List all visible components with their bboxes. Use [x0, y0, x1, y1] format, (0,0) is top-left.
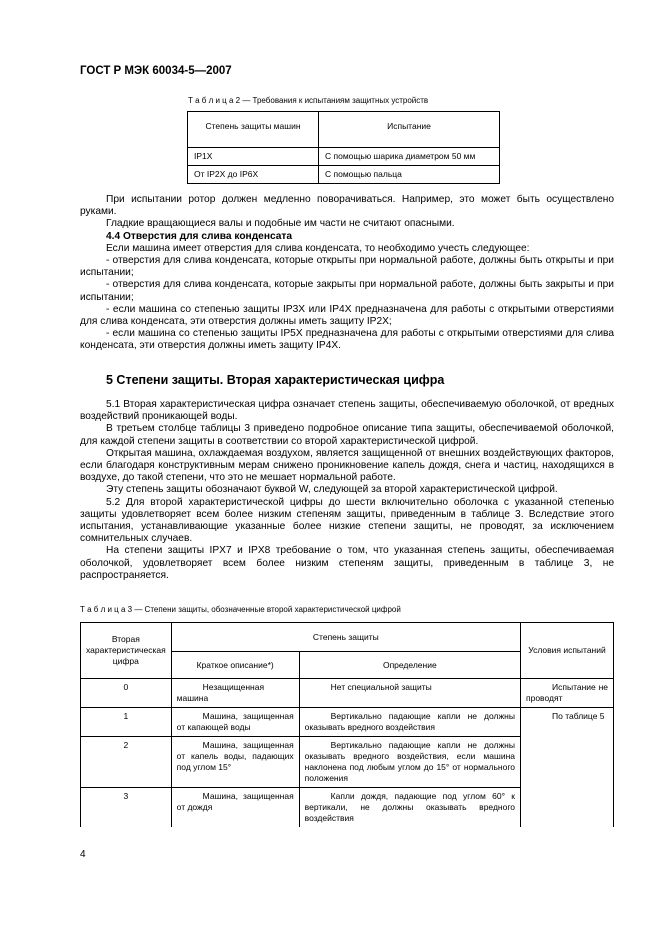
table-row	[81, 679, 614, 708]
table3-cell-short: Незащищенная машина	[171, 679, 299, 708]
table3-cell-conditions: Испытание не проводят	[521, 679, 614, 708]
list-item: - если машина со степенью защиты IP5X предназначена для работы с открытыми отверстиями для слива конденсата, эти отверстия должны иметь защиту IP4X.	[80, 328, 614, 352]
list-item: - отверстия для слива конденсата, которые закрыты при нормальной работе, должны быть закрыты и при испытании;	[80, 279, 614, 303]
table3-header-digit: Вторая характеристическая цифра	[81, 623, 172, 679]
table3-header-degree: Степень защиты	[171, 623, 520, 652]
table3	[80, 622, 614, 827]
table3-cell-digit: 2	[81, 737, 172, 788]
subsection-title: 4.4 Отверстия для слива конденсата	[106, 230, 293, 242]
document-header: ГОСТ Р МЭК 60034-5—2007	[80, 65, 232, 77]
section-title: 5 Степени защиты. Вторая характеристическая цифра	[106, 373, 445, 387]
table3-header-definition: Определение	[299, 652, 520, 679]
table3-cell-definition: Вертикально падающие капли не должны оказывать вредного воздействия, если машина наклонена под любым углом до 15° от нормального положения	[299, 737, 520, 788]
table2-cell-degree: От IP2X до IP6X	[188, 166, 319, 184]
table3-cell-short: Машина, защищенная от капающей воды	[171, 708, 299, 737]
table3-cell-definition: Нет специальной защиты	[299, 679, 520, 708]
table-row	[188, 148, 500, 166]
table3-cell-digit: 0	[81, 679, 172, 708]
table2-cell-test: С помощью шарика диаметром 50 мм	[319, 148, 500, 166]
text-block-4	[80, 194, 614, 353]
table3-cell-definition: Вертикально падающие капли не должны оказывать вредного воздействия	[299, 708, 520, 737]
table3-cell-short: Машина, защищенная от дождя	[171, 788, 299, 828]
table3-caption: Т а б л и ц а 3 — Степени защиты, обозначенные второй характеристической цифрой	[80, 605, 401, 614]
page-number: 4	[80, 849, 86, 860]
paragraph: При испытании ротор должен медленно поворачиваться. Например, это может быть осуществлено руками.	[80, 194, 614, 218]
table2-cell-test: С помощью пальца	[319, 166, 500, 184]
table3-cell-short: Машина, защищенная от капель воды, падающих под углом 15°	[171, 737, 299, 788]
list-item: - отверстия для слива конденсата, которые открыты при нормальной работе, должны быть открыты и при испытании;	[80, 255, 614, 279]
table3-cell-digit: 1	[81, 708, 172, 737]
text-block-5	[80, 399, 614, 582]
table3-header-conditions: Условия испытаний	[521, 623, 614, 679]
table3-cell-definition: Капли дождя, падающие под углом 60° к вертикали, не должны оказывать вредного воздействия	[299, 788, 520, 828]
table3-header-short: Краткое описание*)	[171, 652, 299, 679]
paragraph: Эту степень защиты обозначают буквой W, следующей за второй характеристической цифрой.	[106, 484, 558, 496]
paragraph: 5.1 Вторая характеристическая цифра означает степень защиты, обеспечиваемую оболочкой, от вредных воздействий проникающей воды.	[80, 399, 614, 423]
paragraph: Если машина имеет отверстия для слива конденсата, то необходимо учесть следующее:	[106, 242, 530, 254]
table2-header-test: Испытание	[319, 112, 500, 148]
paragraph: Открытая машина, охлаждаемая воздухом, является защищенной от внешних воздействующих факторов, если благодаря конструктивным мерам снижено проникновение капель дождя, снега и частиц, находящихся в воздухе, до такой степени, что это не мешает нормальной работе.	[80, 447, 614, 484]
table2	[187, 111, 500, 184]
table-row	[188, 166, 500, 184]
paragraph: В третьем столбце таблицы 3 приведено подробное описание типа защиты, обеспечиваемой оболочкой, для каждой степени защиты в соответствии со второй характеристической цифрой.	[80, 423, 614, 447]
table3-cell-conditions: По таблице 5	[521, 708, 614, 828]
paragraph: На степени защиты IPX7 и IPX8 требование о том, что указанная степень защиты, обеспечиваемая оболочкой, удовлетворяет всем более низким степеням защиты, приведенным в таблице 3, не распространяется.	[80, 545, 614, 581]
table2-cell-degree: IP1X	[188, 148, 319, 166]
paragraph: 5.2 Для второй характеристической цифры до шести включительно оболочка с указанной степенью защиты удовлетворяет всем более низким степеням защиты, приведенным в таблице 3. Вследствие этого испытания, устанавливающие указанные более низкие степени защиты, не проводят, за исключением сомнительных случаев.	[80, 496, 614, 545]
table2-caption: Т а б л и ц а 2 — Требования к испытаниям защитных устройств	[188, 96, 429, 105]
list-item: - если машина со степенью защиты IP3X или IP4X предназначена для работы с открытыми отверстиями для слива конденсата, эти отверстия должны иметь защиту IP2X;	[80, 303, 614, 328]
paragraph: Гладкие вращающиеся валы и подобные им части не считают опасными.	[106, 218, 455, 230]
table-row	[81, 708, 614, 737]
table3-cell-digit: 3	[81, 788, 172, 828]
table2-header-degree: Степень защиты машин	[188, 112, 319, 148]
